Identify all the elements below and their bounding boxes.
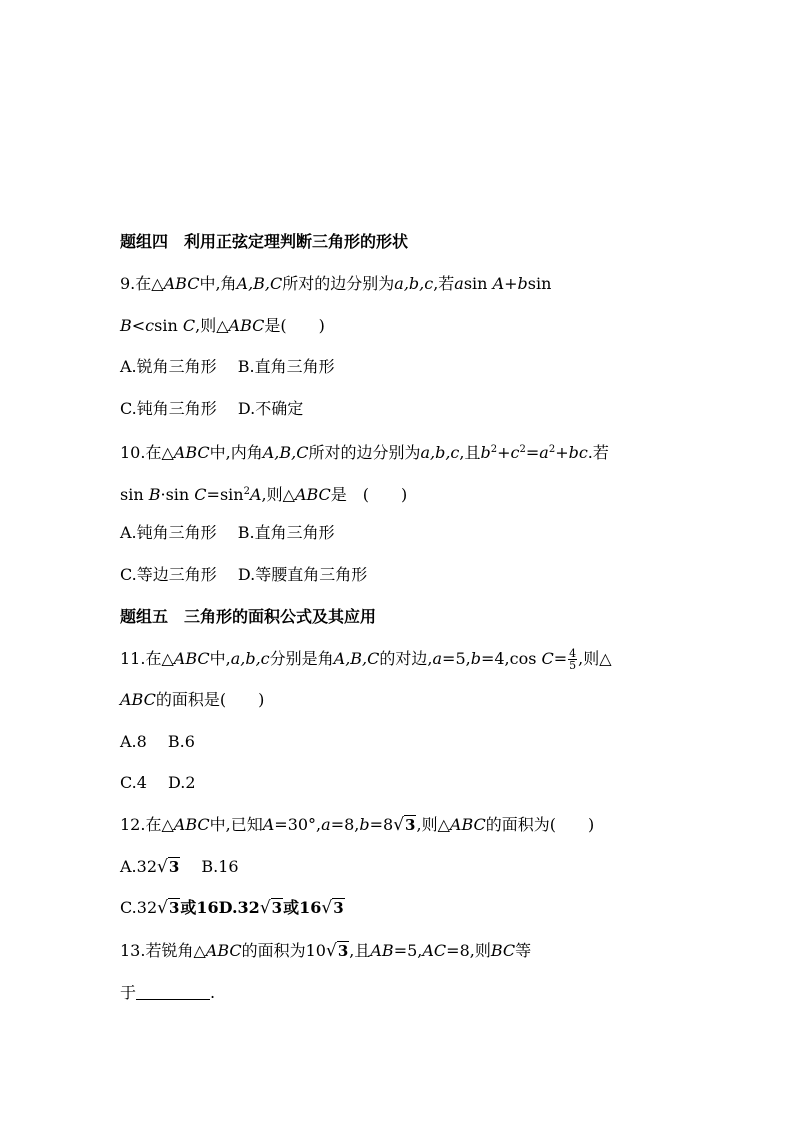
question-10-options-ab: A.钝角三角形 B.直角三角形 xyxy=(120,523,335,542)
sqrt-three: √3 xyxy=(157,898,180,918)
question-11-options-cd: C.4 D.2 xyxy=(120,773,196,792)
question-12-line1: 12.在△ABC中,已知A=30°,a=8,b=8√3,则△ABC的面积为( ) xyxy=(120,815,595,835)
question-10-line2: sin B·sin $C=\sin^2A$,则△ABC是 ( ) xyxy=(120,485,408,504)
question-11-line1: 11.在△ABC中,a,b,c分别是角A,B,C的对边,a=5,b=4,cos C= $\frac{4}{5}$ ,则△ xyxy=(120,647,612,672)
question-9-options-ab: A.锐角三角形 B.直角三角形 xyxy=(120,357,335,376)
answer-blank[interactable] xyxy=(136,983,210,1000)
question-9-options-cd: C.钝角三角形 D.不确定 xyxy=(120,399,304,418)
question-11-line2: ABC的面积是( ) xyxy=(120,690,265,709)
sqrt-three: √3 xyxy=(157,857,180,877)
question-12-options-cd: C.32√3或16D.32√3或16√3 xyxy=(120,898,344,918)
question-13-line1: 13.若锐角△ABC的面积为10√3,且AB=5,AC=8,则BC等 xyxy=(120,941,532,961)
fraction-four-fifths: $\frac{4}{5}$ xyxy=(569,647,577,672)
question-10-line1: 10.在△ABC中,内角A,B,C所对的边分别为a,b,c,且$b^2+c^2=a^2+bc$.若 xyxy=(120,443,609,462)
sqrt-three: √3 xyxy=(259,898,283,918)
section-heading-group5: 题组五 三角形的面积公式及其应用 xyxy=(120,607,377,626)
sqrt-three: √3 xyxy=(326,941,349,961)
question-13-line2: 于 . xyxy=(120,983,216,1002)
question-11-options-ab: A.8 B.6 xyxy=(120,732,195,751)
sqrt-three: √3 xyxy=(321,898,344,918)
question-9-line2: B<csin C,则△ABC是( ) xyxy=(120,316,325,335)
question-12-options-ab: A.32√3 B.16 xyxy=(120,857,239,877)
question-10-options-cd: C.等边三角形 D.等腰直角三角形 xyxy=(120,565,368,584)
section-heading-group4: 题组四 利用正弦定理判断三角形的形状 xyxy=(120,232,409,251)
sqrt-three: √3 xyxy=(393,815,416,835)
question-9-line1: 9.在△ABC中,角A,B,C所对的边分别为a,b,c,若asin A+bsin xyxy=(120,274,552,293)
